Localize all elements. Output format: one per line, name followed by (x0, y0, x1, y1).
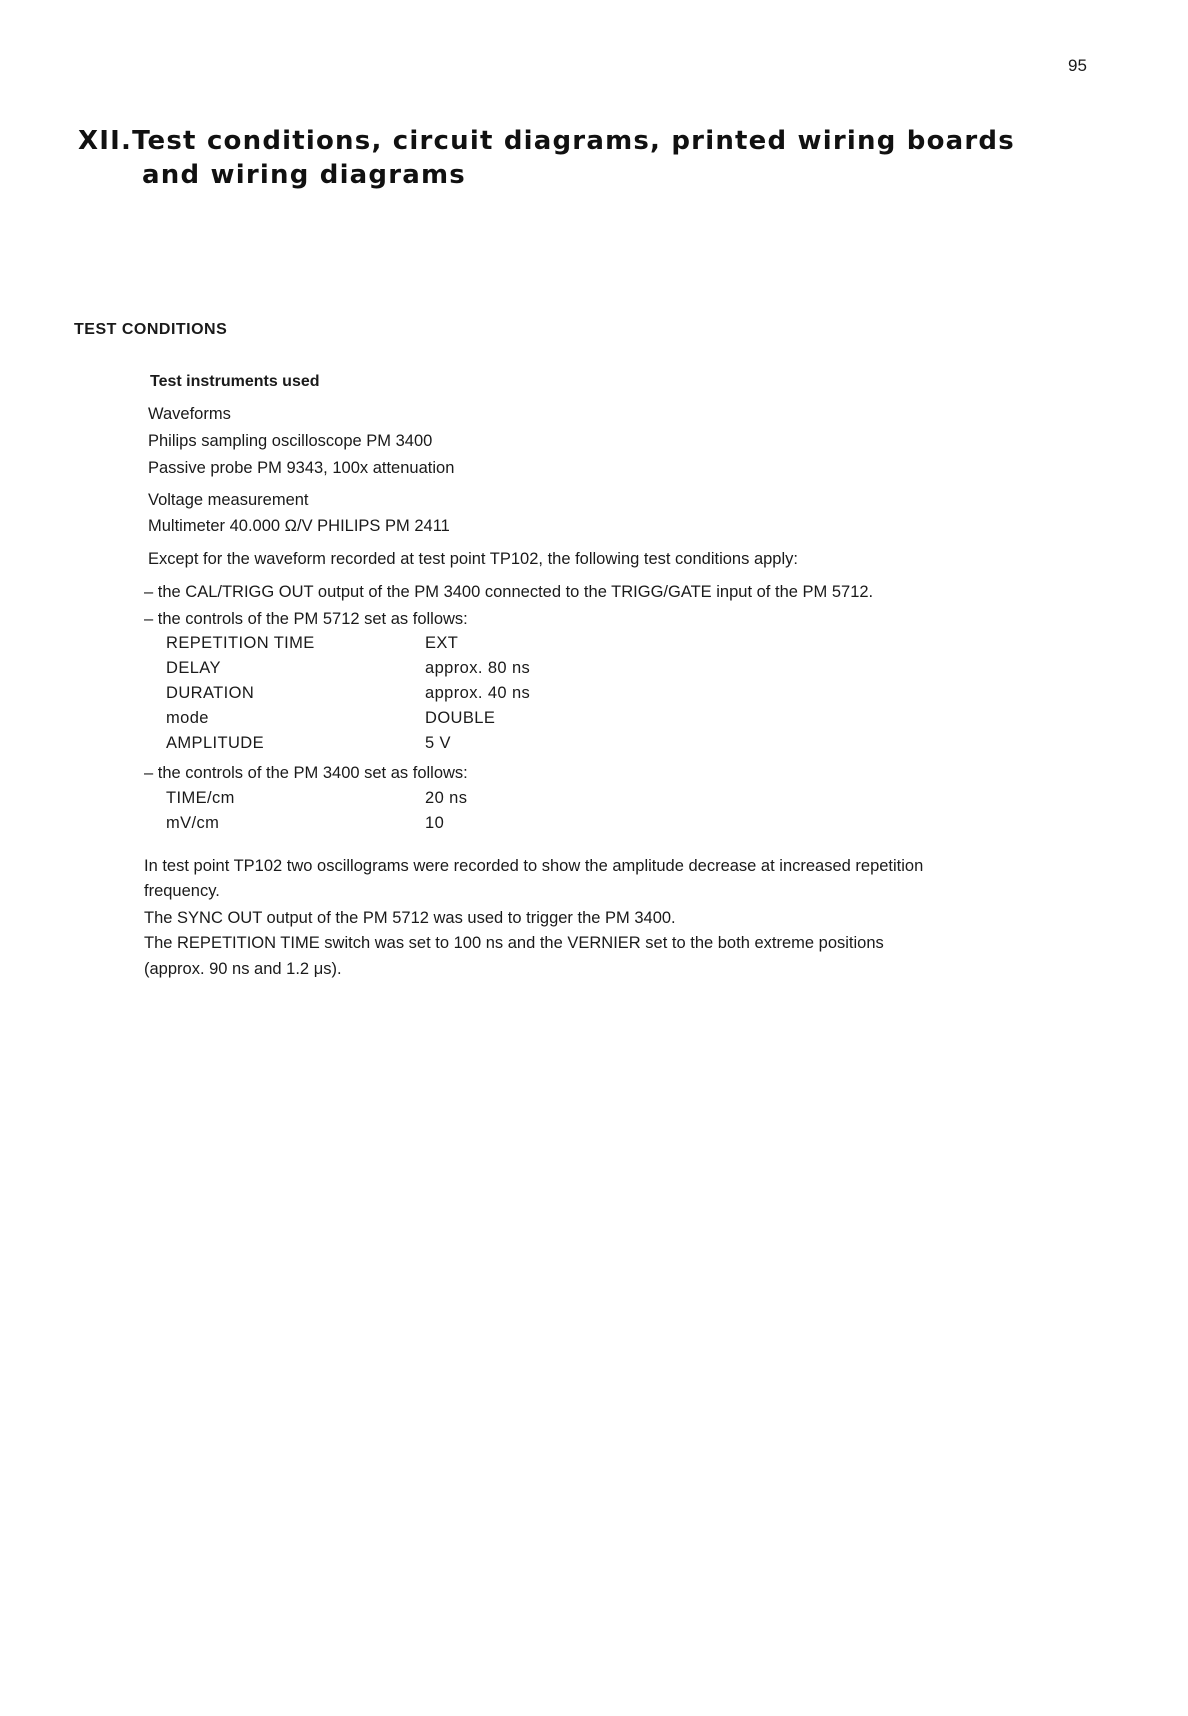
setting-value: 20 ns (425, 789, 468, 807)
probe-text: Passive probe PM 9343, 100x attenuation (148, 459, 455, 477)
condition-item-cal-trigg: – the CAL/TRIGG OUT output of the PM 3400 connected to the TRIGG/GATE input of the PM 5712. (144, 583, 874, 601)
conditions-intro: Except for the waveform recorded at test point TP102, the following test conditions apply: (148, 550, 798, 568)
setting-value: DOUBLE (425, 709, 496, 727)
voltage-label: Voltage measurement (148, 491, 309, 509)
setting-name: TIME/cm (166, 789, 235, 807)
setting-value: 5 V (425, 734, 451, 752)
setting-name: mode (166, 709, 209, 727)
chapter-title-line-1: XII.Test conditions, circuit diagrams, printed wiring boards (78, 126, 1015, 156)
setting-name: REPETITION TIME (166, 634, 315, 652)
page-number: 95 (1068, 56, 1087, 75)
setting-name: DURATION (166, 684, 255, 702)
setting-name: mV/cm (166, 814, 220, 832)
oscilloscope-text: Philips sampling oscilloscope PM 3400 (148, 432, 433, 450)
note-tp102-line-2: frequency. (144, 882, 220, 900)
setting-value: approx. 40 ns (425, 684, 531, 702)
note-repetition-line-2: (approx. 90 ns and 1.2 μs). (144, 960, 342, 978)
setting-name: AMPLITUDE (166, 734, 265, 752)
condition-item-pm5712: – the controls of the PM 5712 set as follows: (144, 610, 468, 628)
waveforms-label: Waveforms (148, 405, 231, 423)
setting-value: approx. 80 ns (425, 659, 531, 677)
note-repetition-line-1: The REPETITION TIME switch was set to 100 ns and the VERNIER set to the both extreme positions (144, 934, 884, 952)
setting-value: EXT (425, 634, 459, 652)
chapter-title (78, 124, 1078, 192)
instruments-heading: Test instruments used (150, 373, 320, 390)
chapter-title-line-2: and wiring diagrams (142, 160, 466, 190)
multimeter-text: Multimeter 40.000 Ω/V PHILIPS PM 2411 (148, 517, 450, 535)
condition-item-pm3400: – the controls of the PM 3400 set as follows: (144, 764, 468, 782)
note-sync-out: The SYNC OUT output of the PM 5712 was used to trigger the PM 3400. (144, 909, 676, 927)
note-tp102-line-1: In test point TP102 two oscillograms were recorded to show the amplitude decrease at increased repetition (144, 857, 924, 875)
section-heading: TEST CONDITIONS (74, 321, 228, 338)
setting-value: 10 (425, 814, 445, 832)
setting-name: DELAY (166, 659, 221, 677)
